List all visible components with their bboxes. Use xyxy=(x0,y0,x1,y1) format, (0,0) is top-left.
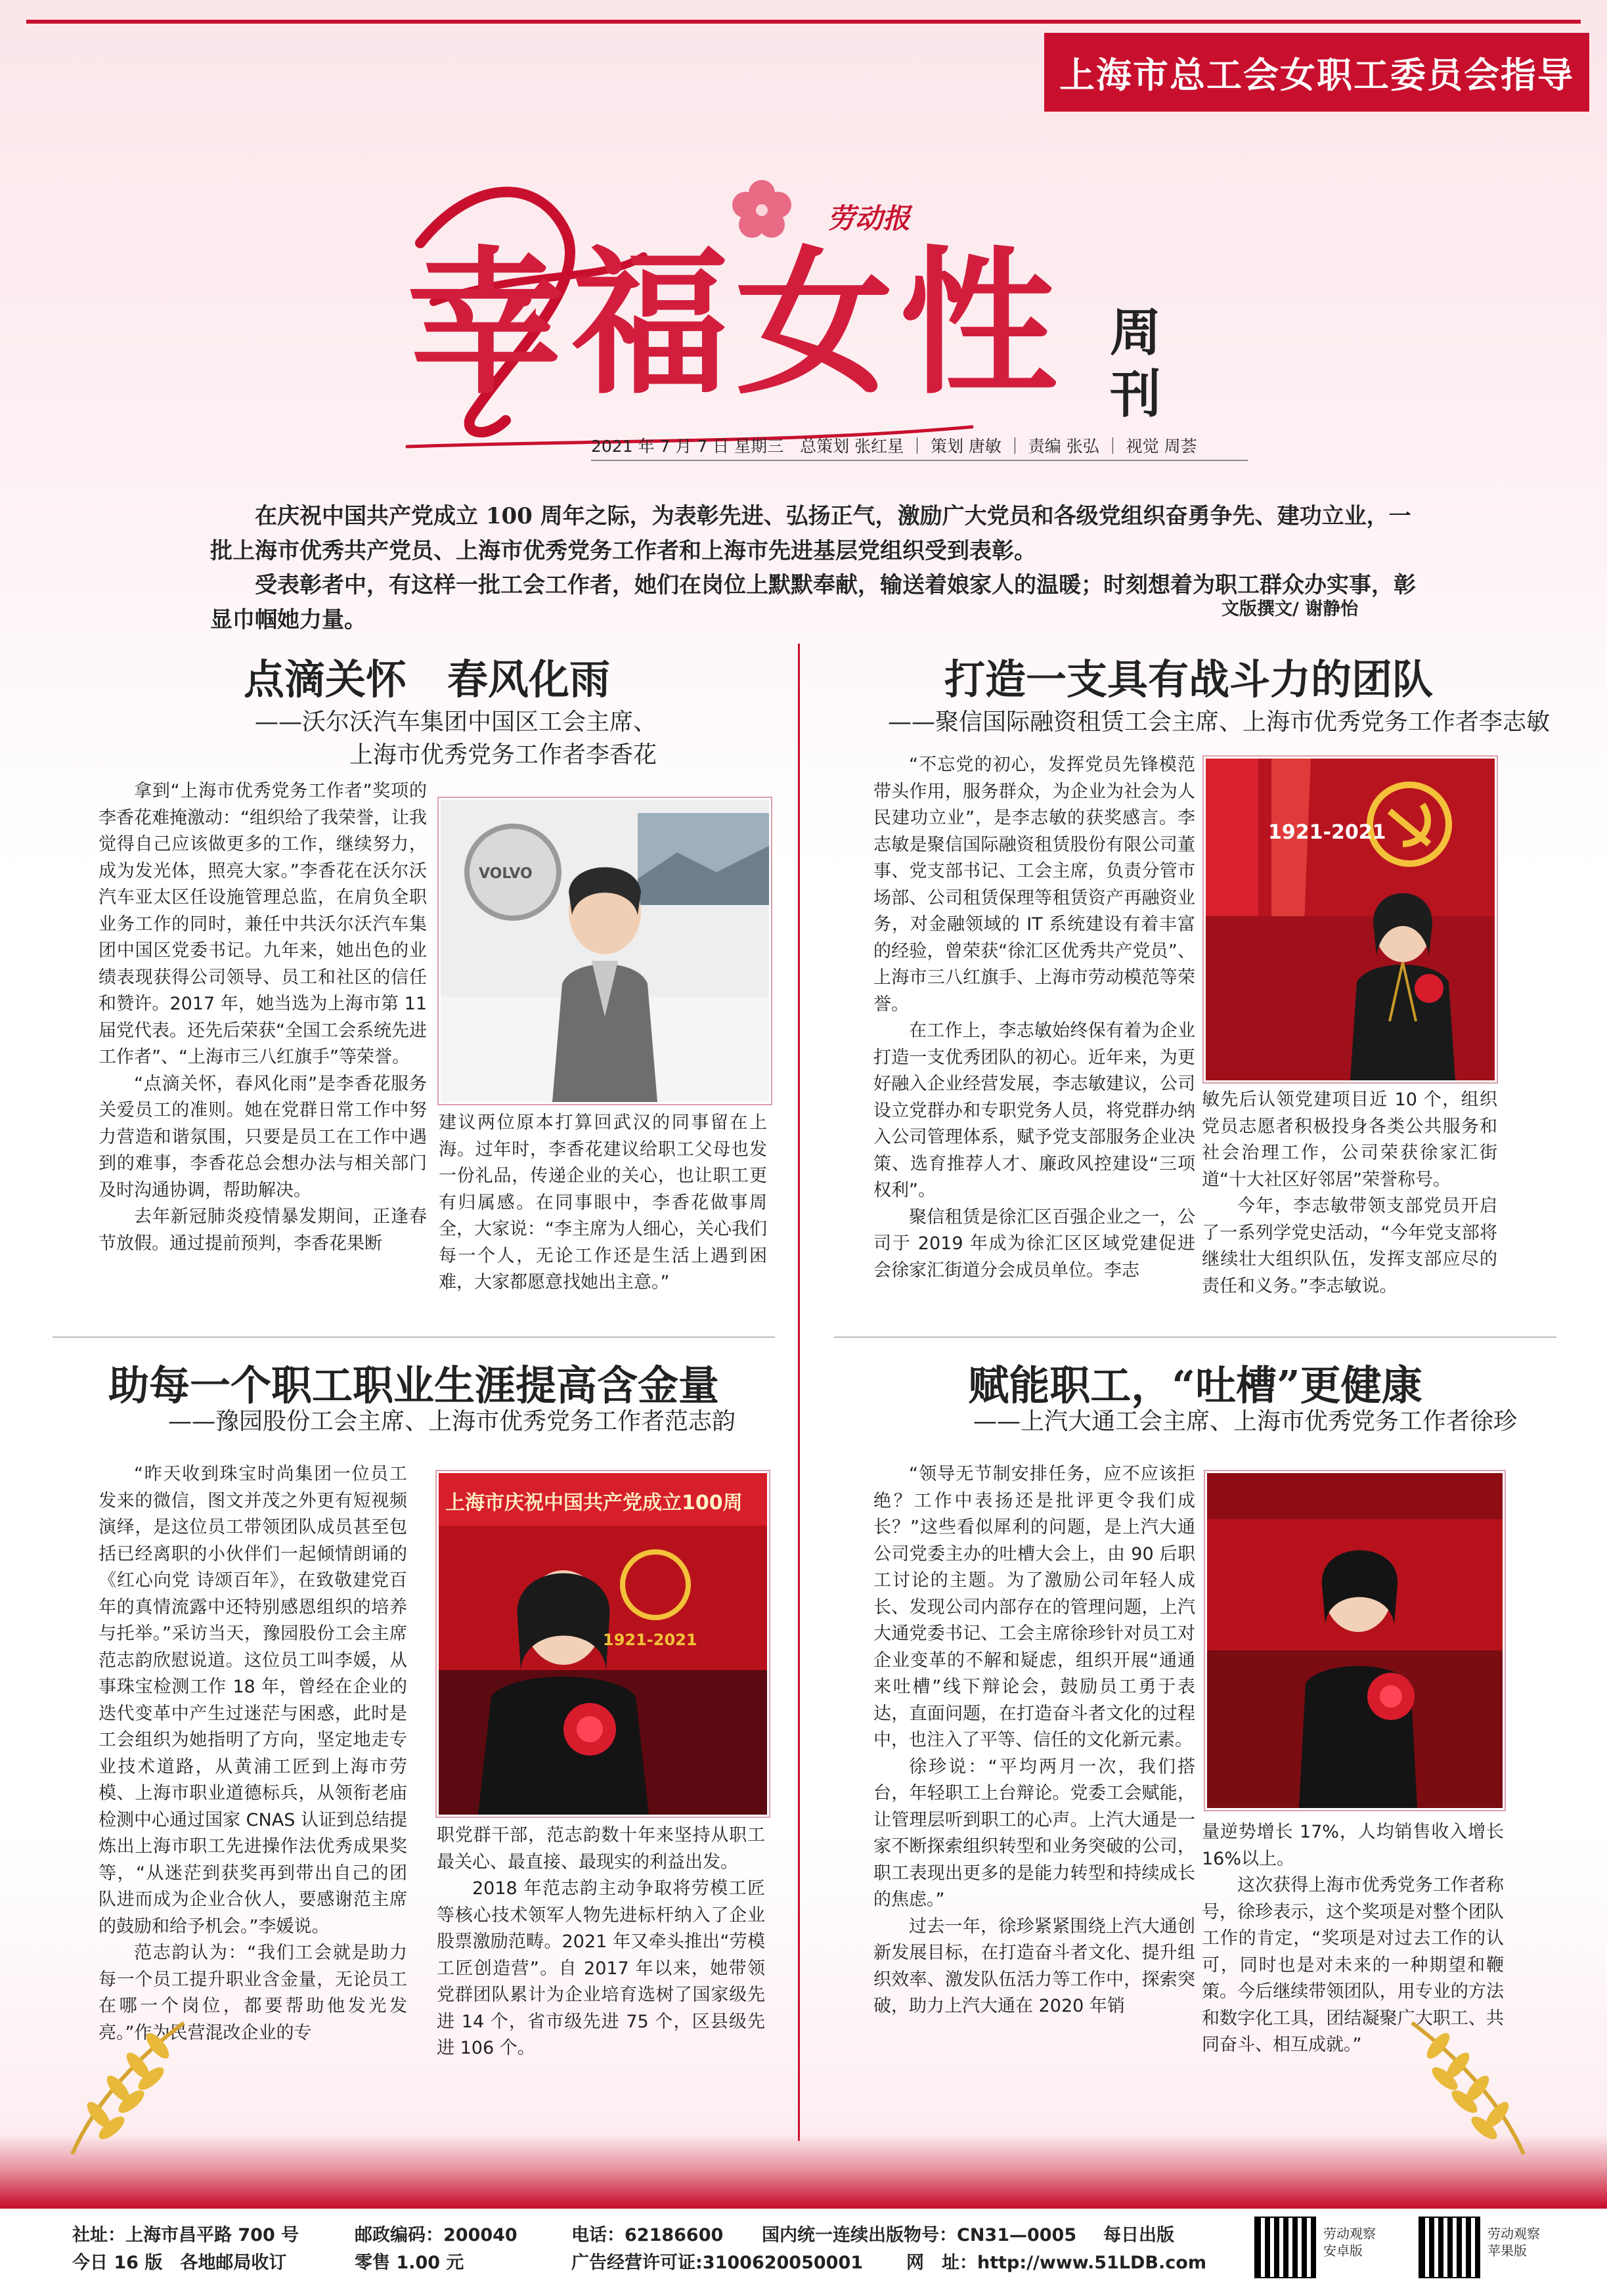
top-rule xyxy=(26,20,1581,24)
section-divider xyxy=(53,1336,775,1338)
footer-today: 今日 16 版 各地邮局收订 xyxy=(72,2253,287,2273)
footer xyxy=(0,2207,1607,2296)
paragraph: 建议两位原本打算回武汉的同事留在上海。过年时，李香花建议给职工父母也发一份礼品，传递企业的关心，也让职工更有归属感。在同事眼中，李香花做事周全，大家说：“李主席为人细心，关心我们每一个人，无论工作还是生活上遇到困难，大家都愿意找她出主意。” xyxy=(439,1113,767,1292)
paragraph: 职党群干部，范志韵数十年来坚持从职工最关心、最直接、最现实的利益出发。 xyxy=(437,1825,765,1872)
paragraph: 量逆势增长 17%，人均销售收入增长 16%以上。 xyxy=(1202,1822,1504,1869)
paragraph: 拿到“上海市优秀党务工作者”奖项的李香花难掩激动：“组织给了我荣誉，让我觉得自己应该做更多的工作，继续努力，成为发光体，照亮大家。”李香花在沃尔沃汽车亚太区任设施管理总监，在肩负全职业务工作的同时，兼任中共沃尔沃汽车集团中国区党委书记。九年来，她出色的业绩表现获得公司领导、员工和社区的信任和赞许。2017 年，她当选为上海市第 11 届党代表。还先后荣获“全国工会系统先进工作者”、“上海市三八红旗手”等荣誉。 xyxy=(99,781,427,1067)
paragraph: 去年新冠肺炎疫情暴发期间，正逢春节放假。通过提前预判，李香花果断 xyxy=(99,1206,427,1254)
paragraph: “点滴关怀，春风化雨”是李香花服务关爱员工的准则。她在党群日常工作中努力营造和谐氛围，只要是员工在工作中遇到的难事，李香花总会想办法与相关部门及时沟通协调，帮助解决。 xyxy=(99,1073,427,1201)
qr-code-ios-icon[interactable] xyxy=(1419,2217,1480,2278)
photo-illustration xyxy=(1207,1473,1503,1808)
paragraph: “昨天收到珠宝时尚集团一位员工发来的微信，图文并茂之外更有短视频演绎，是这位员工带领团队成员甚至包括已经离职的小伙伴们一起倾情朗诵的《红心向党 诗颂百年》，在致敬建党百年的真情流露中还特别感恩组织的培养与托举。”采访当天，豫园股份工会主席范志韵欣慰说道。这位员工叫李媛，从事珠宝检测工作 18 年，曾经在企业的迭代变革中产生过迷茫与困惑，此时是工会组织为她指明了方向，坚定地走专业技术道路，从黄浦工匠到上海市劳模、上海市职业道德标兵，从领衔老庙检测中心通过国家 CNAS 认证到总结提炼出上海市职工先进操作法优秀成果奖等，“从迷茫到获奖再到带出自己的团队进而成为企业合伙人，要感谢范主席的鼓励和给予机会。”李媛说。 xyxy=(99,1464,407,1937)
article-subtitle-line: 上海市优秀党务工作者李香花 xyxy=(349,741,657,769)
photo-fan-zhiyun xyxy=(437,1471,769,1817)
article-column xyxy=(1202,1087,1497,1300)
photo-xu-zhen xyxy=(1205,1471,1505,1810)
footer-postcode: 邮政编码：200040 xyxy=(355,2225,517,2245)
qr-code-android-icon[interactable] xyxy=(1254,2217,1316,2278)
masthead-title: 幸福女性 xyxy=(407,231,1065,416)
volvo-logo: VOLVO xyxy=(479,866,533,882)
section-divider xyxy=(834,1336,1556,1338)
photo-banner-text: 上海市庆祝中国共产党成立100周 xyxy=(445,1491,743,1514)
credit-rule xyxy=(591,460,1248,461)
intro-paragraph: 在庆祝中国共产党成立 100 周年之际，为表彰先进、弘扬正气，激励广大党员和各级党组织奋勇争先、建功立业，一批上海市优秀共产党员、上海市优秀党务工作者和上海市先进基层党组织受到表彰。 xyxy=(210,503,1411,564)
qr-label-ios: 劳动观察 苹果版 xyxy=(1487,2226,1540,2259)
footer-url[interactable]: 网 址：http://www.51LDB.com xyxy=(906,2253,1206,2273)
article-subtitle xyxy=(53,1405,736,1438)
footer-cn-number: 国内统一连续出版物号：CN31—0005 xyxy=(762,2225,1077,2245)
article-column xyxy=(99,1461,407,2046)
paragraph: 徐珍说：“平均两月一次，我们搭台，年轻职工上台辩论。党委工会赋能，让管理层听到职工的心声。上汽大通是一家不断探索组织转型和业务突破的公司，职工表现出更多的是能力转型和持续成长的焦虑。” xyxy=(873,1756,1195,1910)
decorative-ribbon-band xyxy=(0,2134,1607,2207)
article-column xyxy=(437,1822,765,2062)
column-divider xyxy=(798,644,800,2141)
article-title: 打造一支具有战斗力的团队 xyxy=(944,655,1433,703)
article-subtitle-line: ——上汽大通工会主席、上海市优秀党务工作者徐珍 xyxy=(973,1408,1517,1435)
wheat-left-icon xyxy=(53,2010,223,2161)
footer-ad-license: 广告经营许可证:3100620050001 xyxy=(571,2253,864,2273)
masthead-brand: 劳动报 xyxy=(827,202,911,234)
footer-price: 零售 1.00 元 xyxy=(355,2253,464,2273)
footer-address: 社址：上海市昌平路 700 号 xyxy=(72,2225,299,2245)
article-column xyxy=(99,778,427,1257)
paragraph: “领导无节制安排任务，应不应该拒绝？工作中表扬还是批评更令我们成长？”这些看似犀利的问题，是上汽大通公司党委主办的吐槽大会上，由 90 后职工讨论的主题。为了激励公司年轻人成长、发现公司内部存在的管理问题，上汽大通党委书记、工会主席徐珍针对员工对企业变革的不解和疑虑，组织开展“通通来吐槽”线下辩论会，鼓励员工勇于表达，直面问题，在打造奋斗者文化的过程中，也注入了平等、信任的文化新元素。 xyxy=(873,1464,1195,1750)
article-column xyxy=(873,752,1195,1284)
photo-illustration xyxy=(1206,759,1495,1080)
article-column xyxy=(439,1110,767,1296)
paragraph: 聚信租赁是徐汇区百强企业之一，公司于 2019 年成为徐汇区区域党建促进会徐家汇街道分会成员单位。李志 xyxy=(873,1206,1195,1281)
paragraph: 敏先后认领党建项目近 10 个，组织党员志愿者积极投身各类公共服务和社会治理工作，公司荣获徐家汇街道“十大社区好邻居”荣誉称号。 xyxy=(1202,1090,1497,1190)
wheat-right-icon xyxy=(1373,2010,1543,2161)
paragraph: 这次获得上海市优秀党务工作者称号，徐珍表示，这个奖项是对整个团队工作的肯定，“奖项是对过去工作的认可，同时也是对未来的一种期望和鞭策。今后继续带领团队，用专业的方法和数字化工具，团结凝聚广大职工、共同奋斗、相互成就。” xyxy=(1202,1875,1504,2055)
photo-li-xianghua xyxy=(439,798,771,1104)
qr-label-android: 劳动观察 安卓版 xyxy=(1323,2226,1376,2259)
photo-illustration xyxy=(441,800,769,1102)
paragraph: 2018 年范志韵主动争取将劳模工匠等核心技术领军人物先进标杆纳入了企业股票激励范畴。2021 年又牵头推出“劳模工匠创造营”。自 2017 年以来，她带领党群团队累计为企业培育选树了国家级先进 14 个，省市级先进 75 个，区县级先进 106 个。 xyxy=(437,1878,765,2058)
paragraph: 过去一年，徐珍紧紧围绕上汽大通创新发展目标，在打造奋斗者文化、提升组织效率、激发队伍活力等工作中，探索突破，助力上汽大通在 2020 年销 xyxy=(873,1916,1195,2016)
article-subtitle-line: ——豫园股份工会主席、上海市优秀党务工作者范志韵 xyxy=(167,1408,736,1435)
paragraph: 今年，李志敏带领支部党员开启了一系列学党史活动，“今年党支部将继续壮大组织队伍，发挥支部应尽的责任和义务。”李志敏说。 xyxy=(1202,1196,1497,1296)
article-title: 赋能职工，“吐槽”更健康 xyxy=(968,1361,1422,1409)
article-subtitle-line: ——聚信国际融资租赁工会主席、上海市优秀党务工作者李志敏 xyxy=(887,709,1550,736)
intro-paragraph: 受表彰者中，有这样一批工会工作者，她们在岗位上默默奉献，输送着娘家人的温暖；时刻想着为职工群众办实事，彰显巾帼她力量。 xyxy=(210,572,1416,634)
article-subtitle xyxy=(99,706,657,772)
byline: 文版撰文/ 谢静怡 xyxy=(1222,599,1359,619)
article-subtitle-line: ——沃尔沃汽车集团中国区工会主席、 xyxy=(254,709,657,736)
paragraph: “不忘党的初心，发挥党员先锋模范带头作用，服务群众，为企业为社会为人民建功立业”，是李志敏的获奖感言。李志敏是聚信国际融资租赁股份有限公司董事、党支部书记、工会主席，负责分管市场部、公司租赁保理等租赁资产再融资业务，对金融领域的 IT 系统建设有着丰富的经验，曾荣获“徐汇区优秀共产党员”、上海市三八红旗手、上海市劳动模范等荣誉。 xyxy=(873,755,1195,1015)
masthead-weekly: 周刊 xyxy=(1110,303,1162,424)
credit-line: 2021 年 7 月 7 日 星期三 总策划 张红星 ｜ 策划 唐敏 ｜ 责编 张弘 ｜ 视觉 周荟 xyxy=(591,437,1197,456)
footer-daily: 每日出版 xyxy=(1103,2225,1174,2245)
paragraph: 范志韵认为：“我们工会就是助力每一个员工提升职业含金量，无论员工在哪一个岗位，都要帮助他发光发亮。”作为民营混改企业的专 xyxy=(99,1943,407,2043)
footer-phone: 电话：62186600 xyxy=(571,2225,724,2245)
article-column xyxy=(873,1461,1195,2020)
article-subtitle xyxy=(834,1405,1517,1438)
article-subtitle xyxy=(827,706,1550,739)
guide-banner: 上海市总工会女职工委员会指导 xyxy=(1044,33,1589,112)
article-title: 点滴关怀 春风化雨 xyxy=(243,655,610,703)
photo-year-text: 1921-2021 xyxy=(603,1631,697,1649)
article-title: 助每一个职工职业生涯提高含金量 xyxy=(108,1361,719,1409)
photo-banner-text: 1921-2021 xyxy=(1268,821,1386,844)
photo-li-zhimin xyxy=(1204,757,1497,1082)
paragraph: 在工作上，李志敏始终保有着为企业打造一支优秀团队的初心。近年来，为更好融入企业经营发展，李志敏建议，公司设立党群办和专职党务人员，将党群办纳入公司管理体系，赋予党支部服务企业决策、选育推荐人才、廉政风控建设“三项权利”。 xyxy=(873,1021,1195,1201)
